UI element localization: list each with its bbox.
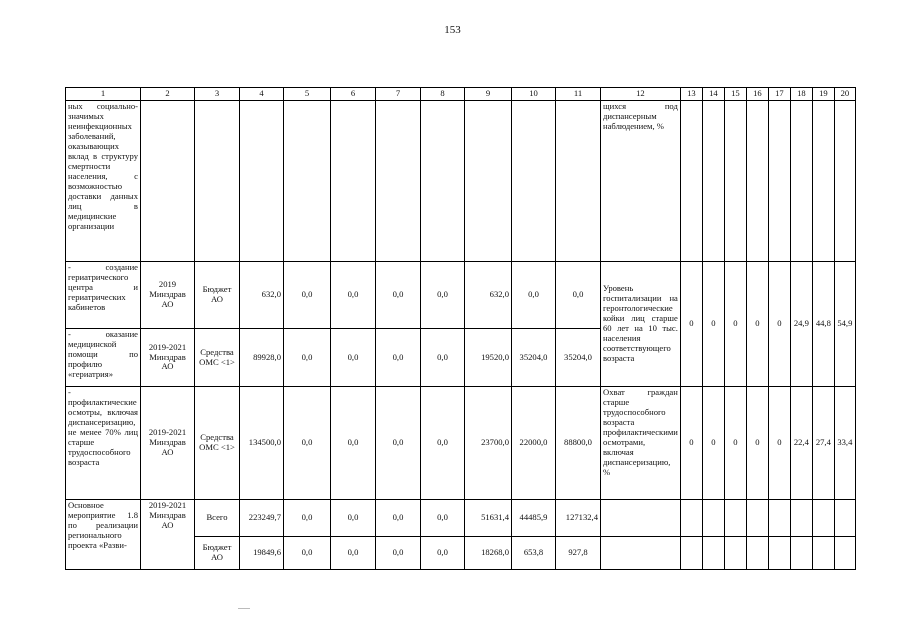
empty-cell [746,500,768,537]
empty-cell [680,500,702,537]
page-bottom-margin [0,575,905,640]
header-cell: 20 [834,88,855,101]
table-row [66,262,856,329]
value-cell: 51631,4 [465,500,512,537]
target-cell: 0 [746,262,768,387]
value-cell: 0,0 [421,262,465,329]
table-row [66,101,856,262]
indicator-cell: Охват граждан старше трудоспособного возраста профилактическими осмотрами, включая диспансеризацию, % [601,387,681,500]
empty-cell [702,101,724,262]
empty-cell [680,537,702,570]
value-cell: 0,0 [284,500,331,537]
target-cell: 0 [680,387,702,500]
header-cell: 16 [746,88,768,101]
target-cell: 44,8 [812,262,834,387]
header-cell: 1 [66,88,141,101]
empty-cell [768,537,790,570]
value-cell: 127132,4 [556,500,601,537]
value-cell: 134500,0 [240,387,284,500]
target-cell: 0 [724,387,746,500]
empty-cell [746,537,768,570]
value-cell: 19849,6 [240,537,284,570]
funding-source-cell: Бюджет АО [195,537,240,570]
period-executor-cell: 2019-2021 Минздрав АО [141,500,195,570]
target-cell: 0 [724,262,746,387]
period-executor-cell: 2019-2021 Минздрав АО [141,387,195,500]
value-cell: 0,0 [376,329,421,387]
empty-cell [376,101,421,262]
empty-cell [812,500,834,537]
value-cell: 223249,7 [240,500,284,537]
header-cell: 18 [790,88,812,101]
value-cell: 0,0 [284,387,331,500]
value-cell: 0,0 [331,329,376,387]
funding-source-cell: Всего [195,500,240,537]
value-cell: 927,8 [556,537,601,570]
value-cell: 0,0 [331,262,376,329]
empty-cell [331,101,376,262]
value-cell: 0,0 [376,262,421,329]
header-cell: 9 [465,88,512,101]
program-table [65,87,856,570]
indicator-cell: щихся под диспансерным наблюдением, % [601,101,681,262]
value-cell: 632,0 [465,262,512,329]
empty-cell [812,101,834,262]
funding-source-cell: Средства ОМС <1> [195,387,240,500]
activity-name-cell: - профилактические осмотры, включая диспансеризацию, не менее 70% лиц старше трудоспособного возраста [66,387,141,500]
empty-cell [680,101,702,262]
funding-source-cell: Бюджет АО [195,262,240,329]
value-cell: 18268,0 [465,537,512,570]
header-cell: 13 [680,88,702,101]
value-cell: 44485,9 [512,500,556,537]
empty-cell [702,500,724,537]
value-cell: 89928,0 [240,329,284,387]
value-cell: 88800,0 [556,387,601,500]
header-cell: 17 [768,88,790,101]
header-cell: 12 [601,88,681,101]
target-cell: 0 [702,262,724,387]
target-cell: 0 [702,387,724,500]
target-cell: 24,9 [790,262,812,387]
value-cell: 0,0 [421,387,465,500]
value-cell: 35204,0 [512,329,556,387]
target-cell: 22,4 [790,387,812,500]
target-cell: 54,9 [834,262,855,387]
empty-cell [556,101,601,262]
empty-cell [724,101,746,262]
header-cell: 3 [195,88,240,101]
page-number: 153 [444,24,461,36]
value-cell: 0,0 [376,387,421,500]
target-cell: 0 [768,262,790,387]
header-cell: 8 [421,88,465,101]
value-cell: 19520,0 [465,329,512,387]
empty-cell [512,101,556,262]
value-cell: 0,0 [421,500,465,537]
empty-cell [601,537,681,570]
empty-cell [812,537,834,570]
empty-cell [702,537,724,570]
empty-cell [768,101,790,262]
empty-cell [834,500,855,537]
empty-cell [141,101,195,262]
value-cell: 0,0 [284,537,331,570]
header-cell: 10 [512,88,556,101]
value-cell: 0,0 [421,537,465,570]
empty-cell [768,500,790,537]
header-cell: 11 [556,88,601,101]
value-cell: 0,0 [376,537,421,570]
value-cell: 0,0 [556,262,601,329]
header-row [66,88,856,101]
scan-mark [238,608,250,609]
header-cell: 19 [812,88,834,101]
empty-cell [790,537,812,570]
header-cell: 7 [376,88,421,101]
empty-cell [834,101,855,262]
period-executor-cell: 2019-2021 Минздрав АО [141,329,195,387]
empty-cell [790,500,812,537]
header-cell: 2 [141,88,195,101]
target-cell: 0 [680,262,702,387]
header-cell: 5 [284,88,331,101]
header-cell: 15 [724,88,746,101]
value-cell: 0,0 [284,262,331,329]
value-cell: 0,0 [421,329,465,387]
header-cell: 14 [702,88,724,101]
empty-cell [465,101,512,262]
target-cell: 0 [768,387,790,500]
value-cell: 0,0 [376,500,421,537]
table-row [66,500,856,537]
activity-name-cell: - оказание медицинской помощи по профилю «гериатрия» [66,329,141,387]
empty-cell [834,537,855,570]
target-cell: 33,4 [834,387,855,500]
period-executor-cell: 2019 Минздрав АО [141,262,195,329]
value-cell: 0,0 [331,537,376,570]
value-cell: 632,0 [240,262,284,329]
value-cell: 653,8 [512,537,556,570]
empty-cell [284,101,331,262]
value-cell: 35204,0 [556,329,601,387]
target-cell: 0 [746,387,768,500]
value-cell: 0,0 [331,387,376,500]
activity-name-cell: - создание гериатрического центра и гериатрических кабинетов [66,262,141,329]
target-cell: 27,4 [812,387,834,500]
empty-cell [240,101,284,262]
table-row [66,387,856,500]
empty-cell [724,537,746,570]
value-cell: 23700,0 [465,387,512,500]
header-cell: 4 [240,88,284,101]
indicator-cell: Уровень госпитализации на геронтологические койки лиц старше 60 лет на 10 тыс. населения соответствующего возраста [601,262,681,387]
empty-cell [790,101,812,262]
activity-name-cell: ных социально-значимых неинфекционных заболеваний, оказывающих вклад в структуру смертности населения, с возможностью доставки данных лиц в медицинские организации [66,101,141,262]
empty-cell [746,101,768,262]
value-cell: 0,0 [284,329,331,387]
funding-source-cell: Средства ОМС <1> [195,329,240,387]
empty-cell [724,500,746,537]
value-cell: 0,0 [512,262,556,329]
activity-name-cell: Основное мероприятие 1.8 по реализации регионального проекта «Разви- [66,500,141,570]
header-cell: 6 [331,88,376,101]
empty-cell [421,101,465,262]
value-cell: 22000,0 [512,387,556,500]
empty-cell [195,101,240,262]
empty-cell [601,500,681,537]
value-cell: 0,0 [331,500,376,537]
